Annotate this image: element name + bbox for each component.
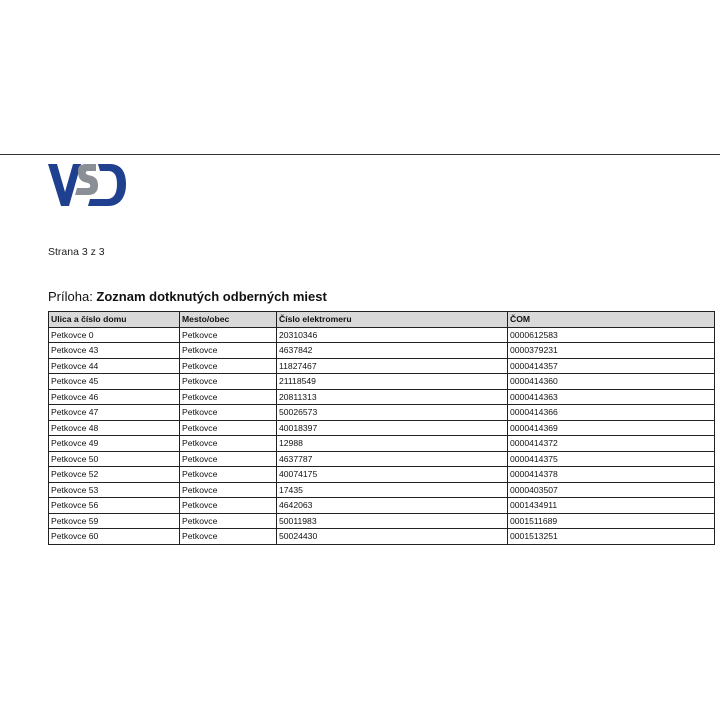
cell-meter-number: 17435 (277, 482, 508, 498)
table-row (49, 529, 715, 545)
cell-street: Petkovce 60 (49, 529, 180, 545)
cell-meter-number: 12988 (277, 436, 508, 452)
cell-com: 0001511689 (508, 513, 715, 529)
table-row (49, 482, 715, 498)
cell-city: Petkovce (180, 405, 277, 421)
cell-com: 0000414357 (508, 358, 715, 374)
table-header-row (49, 312, 715, 328)
cell-meter-number: 20811313 (277, 389, 508, 405)
cell-meter-number: 21118549 (277, 374, 508, 390)
table-row (49, 374, 715, 390)
cell-city: Petkovce (180, 343, 277, 359)
logo-letter-v (48, 164, 81, 206)
cell-city: Petkovce (180, 327, 277, 343)
cell-com: 0000403507 (508, 482, 715, 498)
table-row (49, 420, 715, 436)
cell-com: 0000414372 (508, 436, 715, 452)
cell-street: Petkovce 49 (49, 436, 180, 452)
cell-city: Petkovce (180, 498, 277, 514)
cell-com: 0001434911 (508, 498, 715, 514)
attachment-title (48, 289, 327, 304)
table-row (49, 358, 715, 374)
cell-city: Petkovce (180, 358, 277, 374)
cell-street: Petkovce 59 (49, 513, 180, 529)
cell-street: Petkovce 46 (49, 389, 180, 405)
cell-city: Petkovce (180, 451, 277, 467)
cell-com: 0000414369 (508, 420, 715, 436)
cell-com: 0000414360 (508, 374, 715, 390)
attachment-prefix: Príloha: (48, 289, 97, 304)
cell-street: Petkovce 48 (49, 420, 180, 436)
cell-city: Petkovce (180, 529, 277, 545)
cell-city: Petkovce (180, 420, 277, 436)
cell-com: 0001513251 (508, 529, 715, 545)
cell-street: Petkovce 52 (49, 467, 180, 483)
cell-street: Petkovce 53 (49, 482, 180, 498)
cell-city: Petkovce (180, 374, 277, 390)
header-com: ČOM (508, 312, 715, 328)
cell-com: 0000414366 (508, 405, 715, 421)
table-row (49, 451, 715, 467)
page-number: Strana 3 z 3 (48, 246, 105, 258)
cell-com: 0000414378 (508, 467, 715, 483)
cell-street: Petkovce 45 (49, 374, 180, 390)
metering-points-table (48, 311, 715, 545)
cell-com: 0000414375 (508, 451, 715, 467)
table-row (49, 467, 715, 483)
cell-meter-number: 50026573 (277, 405, 508, 421)
cell-street: Petkovce 0 (49, 327, 180, 343)
cell-com: 0000612583 (508, 327, 715, 343)
table-row (49, 343, 715, 359)
header-meter-number: Číslo elektromeru (277, 312, 508, 328)
cell-street: Petkovce 43 (49, 343, 180, 359)
cell-meter-number: 20310346 (277, 327, 508, 343)
attachment-heading: Zoznam dotknutých odberných miest (96, 289, 327, 304)
cell-meter-number: 4637787 (277, 451, 508, 467)
cell-com: 0000414363 (508, 389, 715, 405)
header-city: Mesto/obec (180, 312, 277, 328)
cell-city: Petkovce (180, 482, 277, 498)
header-divider (0, 154, 720, 155)
cell-street: Petkovce 50 (49, 451, 180, 467)
vsd-logo (48, 162, 128, 208)
cell-meter-number: 50011983 (277, 513, 508, 529)
cell-meter-number: 4637842 (277, 343, 508, 359)
cell-meter-number: 50024430 (277, 529, 508, 545)
cell-com: 0000379231 (508, 343, 715, 359)
table-row (49, 405, 715, 421)
cell-street: Petkovce 44 (49, 358, 180, 374)
cell-meter-number: 40018397 (277, 420, 508, 436)
cell-city: Petkovce (180, 513, 277, 529)
cell-meter-number: 40074175 (277, 467, 508, 483)
table-row (49, 389, 715, 405)
table-row (49, 498, 715, 514)
header-street: Ulica a číslo domu (49, 312, 180, 328)
cell-meter-number: 4642063 (277, 498, 508, 514)
cell-street: Petkovce 47 (49, 405, 180, 421)
table-row (49, 327, 715, 343)
cell-city: Petkovce (180, 436, 277, 452)
logo-letter-s (75, 164, 98, 195)
table-row (49, 436, 715, 452)
cell-street: Petkovce 56 (49, 498, 180, 514)
cell-meter-number: 11827467 (277, 358, 508, 374)
table-row (49, 513, 715, 529)
cell-city: Petkovce (180, 389, 277, 405)
cell-city: Petkovce (180, 467, 277, 483)
